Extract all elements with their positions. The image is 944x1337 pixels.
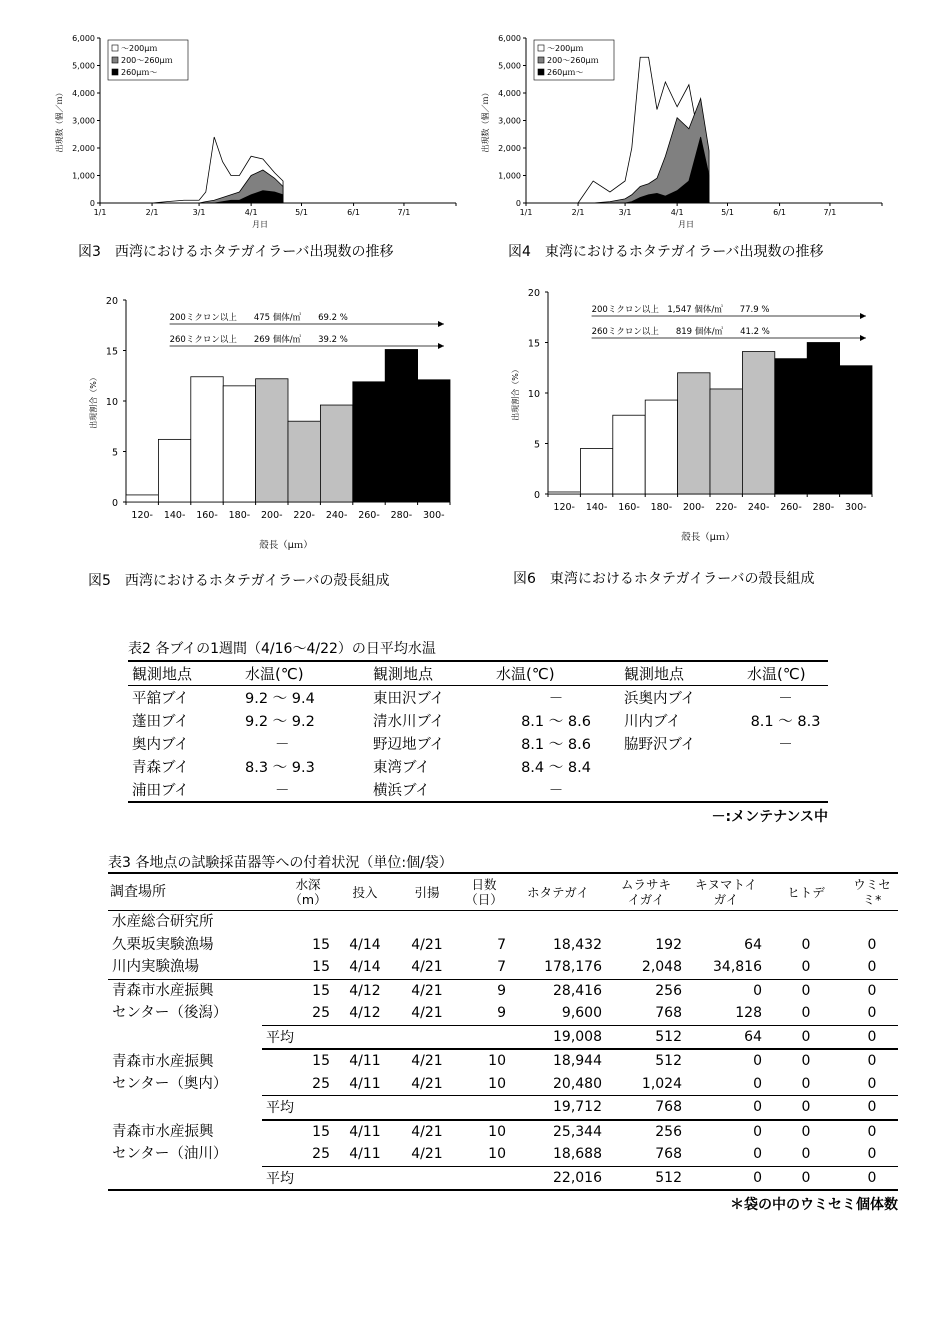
- x-tick-label: 180-: [228, 510, 251, 521]
- table3-blank: [108, 1166, 262, 1190]
- arrowhead-icon: [860, 335, 866, 341]
- bar: [645, 400, 677, 494]
- table3-cell: 256: [655, 1123, 682, 1140]
- table3-place: 青森市水産振興 センター（奥内）: [112, 1053, 228, 1092]
- table3-avg-cell: 0: [766, 1096, 846, 1120]
- table2-cell: 東田沢ブイ: [373, 691, 445, 707]
- table3-cell: 4/14: [349, 959, 381, 976]
- table3-cell: 512: [655, 1053, 682, 1070]
- table2-header-cell: 水温(℃): [743, 661, 828, 686]
- table3-cell: 4/21: [396, 979, 458, 1002]
- table2-cell: －: [778, 737, 793, 753]
- x-tick-label: 3/1: [192, 208, 206, 217]
- y-tick-label: 3,000: [498, 116, 521, 126]
- table3-cell: [396, 911, 458, 934]
- table-row: [108, 911, 898, 934]
- table2-title: 表2 各ブイの1週間（4/16～4/22）の日平均水温: [128, 641, 436, 657]
- arrowhead-icon: [860, 313, 866, 319]
- x-tick-label: 120-: [131, 510, 153, 521]
- bar: [126, 495, 158, 502]
- x-tick-label: 220-: [715, 502, 737, 513]
- y-tick-label: 20: [527, 288, 540, 299]
- table3-cell: 25,344: [553, 1123, 602, 1140]
- x-tick-label: 6/1: [773, 208, 787, 217]
- table3-cell: 10: [488, 1075, 506, 1092]
- table3-cell: 4/11: [349, 1053, 381, 1070]
- table3-cell: 4/11: [349, 1146, 381, 1163]
- x-axis-title: 月日: [252, 220, 268, 229]
- fig6-caption: 図6 東湾におけるホタテガイラーバの殻長組成: [513, 571, 815, 587]
- x-tick-label: 140-: [163, 510, 186, 521]
- table2-block: [128, 638, 828, 826]
- table3-avg-cell: 0: [766, 1166, 846, 1190]
- table2-cell: 野辺地ブイ: [373, 737, 445, 753]
- y-tick-label: 0: [533, 490, 540, 501]
- table3-cell: 0: [846, 979, 898, 1002]
- table3-header-hitode: ヒトデ: [766, 873, 846, 911]
- y-tick-label: 5,000: [72, 61, 95, 71]
- table2-cell: [620, 778, 743, 802]
- y-axis-title: 出現割合（%）: [89, 373, 98, 429]
- table3-cell: 20,480: [553, 1075, 602, 1092]
- table-row: [108, 934, 898, 957]
- table3-cell: 0: [867, 1053, 877, 1070]
- y-tick-label: 10: [105, 397, 118, 408]
- table3-avg-cell: 0: [766, 1025, 846, 1049]
- table3-cell: 4/21: [411, 1005, 443, 1022]
- table3-cell: 18,944: [553, 1053, 602, 1070]
- table2-cell: －: [778, 691, 793, 707]
- table3-cell: 0: [686, 979, 766, 1002]
- table2-header-cell: 観測地点: [620, 661, 743, 686]
- fig3-chart: [52, 30, 462, 240]
- x-tick-label: 7/1: [397, 208, 411, 217]
- table-row: [128, 709, 828, 732]
- x-tick-label: 2/1: [145, 208, 159, 217]
- table3-cell: [766, 911, 846, 934]
- legend-label: 200～260μｍ: [121, 56, 173, 65]
- legend-swatch: [538, 57, 544, 63]
- table2-cell: 奥内ブイ: [132, 737, 189, 753]
- x-tick-label: 220-: [293, 510, 315, 521]
- bar: [353, 382, 385, 502]
- table2-note: －:メンテナンス中: [711, 809, 828, 825]
- annotation-260: 260ミクロン以上 819 個体/㎥ 41.2 %: [591, 327, 770, 337]
- table3-cell: 4/21: [411, 1053, 443, 1070]
- x-tick-label: 140-: [585, 502, 608, 513]
- y-tick-label: 20: [105, 296, 118, 307]
- table3-cell: 15: [312, 1053, 330, 1070]
- table-row-average: [108, 1096, 898, 1120]
- fig6-chart: [502, 282, 882, 552]
- table3-cell: [282, 911, 334, 934]
- bar: [418, 380, 450, 502]
- table2-header-cell: 水温(℃): [241, 661, 369, 686]
- bar: [775, 359, 807, 494]
- x-tick-label: 200-: [683, 502, 705, 513]
- table2-cell: 9.2 ～ 9.4: [245, 691, 315, 707]
- bar: [223, 386, 255, 502]
- table3-cell: 9,600: [561, 1005, 602, 1022]
- y-tick-label: 6,000: [498, 34, 521, 43]
- bar: [256, 379, 288, 502]
- fig3-caption: 図3 西湾におけるホタテガイラーバ出現数の推移: [78, 244, 394, 260]
- legend-label: 260μｍ～: [547, 68, 584, 77]
- fig5-caption: 図5 西湾におけるホタテガイラーバの殻長組成: [88, 573, 390, 589]
- table-row-average: [108, 1166, 898, 1190]
- table2-header-cell: 観測地点: [369, 661, 492, 686]
- table3: [108, 872, 898, 1191]
- table3-cell: [686, 911, 766, 934]
- annotation-200: 200ミクロン以上 1,547 個体/㎥ 77.9 %: [591, 305, 770, 315]
- table3-blank: [108, 1096, 262, 1120]
- x-tick-label: 5/1: [721, 208, 734, 217]
- x-tick-label: 6/1: [347, 208, 361, 217]
- table2-cell: 蓬田ブイ: [132, 714, 189, 730]
- bar: [613, 415, 645, 494]
- bar: [580, 449, 612, 494]
- table3-cell: 10: [488, 1123, 506, 1140]
- x-axis-title: 月日: [678, 220, 694, 229]
- x-tick-label: 300-: [845, 502, 867, 513]
- arrowhead-icon: [438, 343, 444, 349]
- table2-cell: 浦田ブイ: [128, 778, 241, 802]
- bar: [548, 492, 580, 494]
- y-tick-label: 2,000: [72, 144, 95, 153]
- x-axis-title: 殻長（μｍ）: [259, 540, 313, 551]
- y-tick-label: 5: [533, 439, 540, 451]
- x-axis-title: 殻長（μｍ）: [681, 532, 735, 543]
- table3-cell: 15: [312, 936, 330, 953]
- table3-blank: [108, 1025, 262, 1049]
- table3-cell: 9: [497, 1005, 506, 1022]
- table3-cell: [458, 911, 510, 934]
- table3-header-umisemi: ウミセミ*: [846, 873, 898, 911]
- table3-cell: 7: [497, 936, 506, 953]
- table3-cell: 256: [606, 979, 686, 1002]
- legend-label: 200～260μｍ: [547, 56, 599, 65]
- table3-avg-label: 平均: [262, 1166, 510, 1190]
- x-tick-label: 160-: [618, 502, 640, 513]
- table3-avg-cell: 0: [686, 1166, 766, 1190]
- table3-cell: 0: [801, 1005, 811, 1022]
- table2-cell: 東湾ブイ: [373, 760, 430, 776]
- table3-cell: 2,048: [641, 959, 682, 976]
- table-row: [108, 956, 898, 979]
- y-tick-label: 1,000: [498, 171, 521, 181]
- y-tick-label: 1,000: [72, 171, 95, 181]
- x-tick-label: 240-: [325, 510, 348, 521]
- table2-cell: 8.1 ～ 8.6: [521, 737, 591, 753]
- table3-cell: 0: [801, 1075, 811, 1092]
- table3-cell: 0: [801, 1123, 811, 1140]
- annotation-260: 260ミクロン以上 269 個体/㎥ 39.2 %: [169, 335, 348, 345]
- x-tick-label: 160-: [196, 510, 218, 521]
- table3-avg-cell: 512: [606, 1166, 686, 1190]
- table2-cell: 川内ブイ: [624, 714, 681, 730]
- fig4-chart: [478, 30, 888, 240]
- y-tick-label: 2,000: [498, 144, 521, 153]
- y-tick-label: 0: [89, 199, 95, 208]
- table3-place: 青森市水産振興 センター（後潟）: [108, 979, 282, 1025]
- bar: [807, 343, 839, 495]
- table2-cell: 清水川ブイ: [373, 714, 445, 730]
- table2-cell: －: [492, 778, 620, 802]
- table3-cell: 28,416: [510, 979, 606, 1002]
- table3-cell: 7: [497, 959, 506, 976]
- bar: [320, 405, 352, 502]
- table3-cell: 0: [867, 959, 877, 976]
- table3-cell: 0: [867, 1005, 877, 1022]
- table3-cell: 4/21: [411, 1075, 443, 1092]
- table3-header-depth: 水深 （m）: [282, 873, 334, 911]
- table3-avg-label: 平均: [262, 1096, 510, 1120]
- y-tick-label: 0: [515, 199, 521, 208]
- bar: [840, 366, 872, 494]
- legend-swatch: [112, 57, 118, 63]
- table3-avg-cell: 19,712: [510, 1096, 606, 1120]
- x-tick-label: 240-: [747, 502, 770, 513]
- table3-cell: 9: [458, 979, 510, 1002]
- x-tick-label: 4/1: [670, 208, 684, 217]
- table3-cell: 0: [753, 1053, 762, 1070]
- table3-cell: 0: [801, 959, 811, 976]
- table3-header-blank: [262, 873, 282, 911]
- table3-cell: 64: [744, 936, 762, 953]
- x-tick-label: 7/1: [823, 208, 837, 217]
- x-tick-label: 4/1: [244, 208, 258, 217]
- table2-cell: 9.2 ～ 9.2: [245, 714, 315, 730]
- table3-note: ＊袋の中のウミセミ個体数: [730, 1197, 898, 1213]
- bar: [678, 373, 710, 494]
- table3-cell: 192: [655, 936, 682, 953]
- y-tick-label: 10: [527, 389, 540, 400]
- table3-cell: 34,816: [713, 959, 762, 976]
- table-row: [128, 755, 828, 778]
- legend-swatch: [538, 69, 544, 75]
- table2-cell: 青森ブイ: [132, 760, 189, 776]
- table3-cell: 0: [753, 1075, 762, 1092]
- x-tick-label: 200-: [261, 510, 283, 521]
- bar: [742, 352, 774, 494]
- table3-header-in: 投入: [334, 873, 396, 911]
- x-tick-label: 3/1: [618, 208, 632, 217]
- table3-cell: 0: [753, 1123, 762, 1140]
- x-tick-label: 280-: [390, 510, 413, 521]
- x-tick-label: 180-: [650, 502, 673, 513]
- table2-cell: 浜奥内ブイ: [624, 691, 696, 707]
- bar: [191, 377, 223, 502]
- table-row: [108, 1120, 898, 1144]
- table3-row-label: 久栗坂実験漁場: [112, 936, 214, 953]
- table2-cell: 8.4 ～ 8.4: [521, 760, 591, 776]
- table2-cell: 8.3 ～ 9.3: [245, 760, 315, 776]
- table3-cell: 15: [312, 1123, 330, 1140]
- table2-cell: [743, 778, 828, 802]
- table2-cell: 8.1 ～ 8.3: [750, 714, 821, 730]
- table3-cell: 1,024: [641, 1075, 682, 1092]
- table2-cell: [620, 755, 743, 778]
- fig4-caption: 図4 東湾におけるホタテガイラーバ出現数の推移: [508, 244, 824, 260]
- table3-cell: 18,432: [553, 936, 602, 953]
- annotation-200: 200ミクロン以上 475 個体/㎥ 69.2 %: [169, 313, 348, 323]
- table3-cell: 0: [753, 1146, 762, 1163]
- table3-avg-label: 平均: [262, 1025, 510, 1049]
- table3-cell: 0: [801, 1146, 811, 1163]
- table3-cell: 4/12: [334, 979, 396, 1002]
- table3-avg-cell: 0: [686, 1096, 766, 1120]
- table3-header-place: 調査場所: [108, 873, 262, 911]
- table3-cell: 178,176: [544, 959, 602, 976]
- fig3-svg: [52, 30, 462, 240]
- y-tick-label: 15: [527, 338, 540, 350]
- arrowhead-icon: [438, 321, 444, 327]
- table3-avg-cell: 0: [846, 1025, 898, 1049]
- table3-cell: 4/21: [411, 959, 443, 976]
- bar: [710, 389, 742, 494]
- legend-swatch: [112, 69, 118, 75]
- fig5-chart: [80, 290, 460, 560]
- fig5-svg: [80, 290, 460, 560]
- table3-cell: 10: [488, 1146, 506, 1163]
- table3-place: 青森市水産振興 センター（油川）: [112, 1124, 228, 1162]
- table3-cell: 0: [801, 1053, 811, 1070]
- table3-avg-cell: 0: [846, 1096, 898, 1120]
- table-row: [108, 1049, 898, 1073]
- fig6-svg: [502, 282, 882, 552]
- table3-cell: 4/14: [349, 936, 381, 953]
- y-tick-label: 4,000: [498, 89, 521, 98]
- table3-header-hotate: ホタテガイ: [510, 873, 606, 911]
- x-tick-label: 2/1: [571, 208, 585, 217]
- x-tick-label: 1/1: [519, 208, 533, 217]
- table3-cell: 0: [867, 936, 877, 953]
- table2-cell: －: [548, 691, 564, 707]
- table3-avg-cell: 512: [606, 1025, 686, 1049]
- table3-cell: 0: [867, 1075, 877, 1092]
- table3-row-label: 川内実験漁場: [112, 959, 199, 976]
- table2-cell: 横浜ブイ: [369, 778, 492, 802]
- y-tick-label: 4,000: [72, 89, 95, 98]
- table-row: [128, 732, 828, 755]
- y-axis-title: 出現数（個／ｍ）: [55, 88, 64, 153]
- table3-avg-cell: 64: [686, 1025, 766, 1049]
- legend-swatch: [112, 45, 118, 51]
- table3-cell: 768: [655, 1146, 682, 1163]
- table3-cell: 15: [312, 959, 330, 976]
- table3-cell: [510, 911, 606, 934]
- y-tick-label: 5,000: [498, 61, 521, 71]
- table3-header-murasaki: ムラサキ イガイ: [606, 873, 686, 911]
- x-tick-label: 280-: [812, 502, 835, 513]
- table2-cell: 脇野沢ブイ: [624, 737, 696, 753]
- table3-cell: 4/11: [349, 1075, 381, 1092]
- table2-cell: －: [275, 737, 290, 753]
- table2-header-cell: 観測地点: [128, 661, 241, 686]
- x-tick-label: 260-: [358, 510, 380, 521]
- table-row: [128, 686, 828, 710]
- table3-title: 表3 各地点の試験採苗器等への付着状況（単位:個/袋）: [108, 855, 453, 871]
- table3-cell: [846, 911, 898, 934]
- x-tick-label: 120-: [553, 502, 575, 513]
- legend-label: ～200μｍ: [121, 44, 158, 53]
- table3-place: 水産総合研究所: [112, 914, 214, 931]
- table3-cell: [606, 911, 686, 934]
- y-tick-label: 5: [111, 447, 118, 459]
- table2-cell: －: [241, 778, 369, 802]
- table3-header-out: 引揚: [396, 873, 458, 911]
- table3-cell: 4/21: [411, 936, 443, 953]
- table2-cell: [743, 755, 828, 778]
- legend-swatch: [538, 45, 544, 51]
- table2-header-cell: 水温(℃): [492, 661, 620, 686]
- table3-cell: 0: [867, 1146, 877, 1163]
- legend-label: 260μｍ～: [121, 68, 158, 77]
- y-tick-label: 3,000: [72, 116, 95, 126]
- table3-avg-cell: 768: [606, 1096, 686, 1120]
- y-axis-title: 出現割合（%）: [511, 365, 520, 421]
- table3-cell: 25: [312, 1005, 330, 1022]
- table3-cell: 0: [867, 1123, 877, 1140]
- table3-cell: 0: [766, 979, 846, 1002]
- table3-cell: 0: [801, 936, 811, 953]
- table3-cell: 4/12: [349, 1005, 381, 1022]
- y-axis-title: 出現数（個／ｍ）: [481, 88, 490, 153]
- table3-avg-cell: 0: [846, 1166, 898, 1190]
- table3-cell: 18,688: [553, 1146, 602, 1163]
- bar: [288, 421, 320, 502]
- table3-cell: 10: [488, 1053, 506, 1070]
- x-tick-label: 5/1: [295, 208, 308, 217]
- y-tick-label: 6,000: [72, 34, 95, 43]
- table3-cell: 4/21: [411, 1146, 443, 1163]
- x-tick-label: 1/1: [93, 208, 107, 217]
- table2-cell: 8.1 ～ 8.6: [521, 714, 591, 730]
- table3-cell: 768: [655, 1005, 682, 1022]
- table-row-average: [108, 1025, 898, 1049]
- y-tick-label: 15: [105, 346, 118, 358]
- table2-cell: 平舘ブイ: [132, 691, 189, 707]
- table3-cell: 25: [312, 1146, 330, 1163]
- bar: [385, 349, 417, 502]
- legend-label: ～200μｍ: [547, 44, 584, 53]
- y-tick-label: 0: [111, 498, 118, 509]
- table3-cell: 15: [282, 979, 334, 1002]
- table3-cell: 128: [735, 1005, 762, 1022]
- table3-cell: 25: [312, 1075, 330, 1092]
- table-row: [108, 979, 898, 1002]
- table2: [128, 660, 828, 803]
- table3-header-row: [108, 873, 898, 911]
- x-tick-label: 260-: [780, 502, 802, 513]
- table3-cell: [334, 911, 396, 934]
- x-tick-label: 300-: [423, 510, 445, 521]
- table3-avg-cell: 19,008: [510, 1025, 606, 1049]
- table3-header-days: 日数 （日）: [458, 873, 510, 911]
- table2-header-row: [128, 661, 828, 686]
- table3-block: [108, 852, 898, 1214]
- fig4-svg: [478, 30, 888, 240]
- table3-cell: 4/11: [349, 1123, 381, 1140]
- table3-header-kinu: キヌマトイ ガイ: [686, 873, 766, 911]
- table-row: [128, 778, 828, 802]
- bar: [158, 439, 190, 502]
- table3-avg-cell: 22,016: [510, 1166, 606, 1190]
- table3-cell: 4/21: [411, 1123, 443, 1140]
